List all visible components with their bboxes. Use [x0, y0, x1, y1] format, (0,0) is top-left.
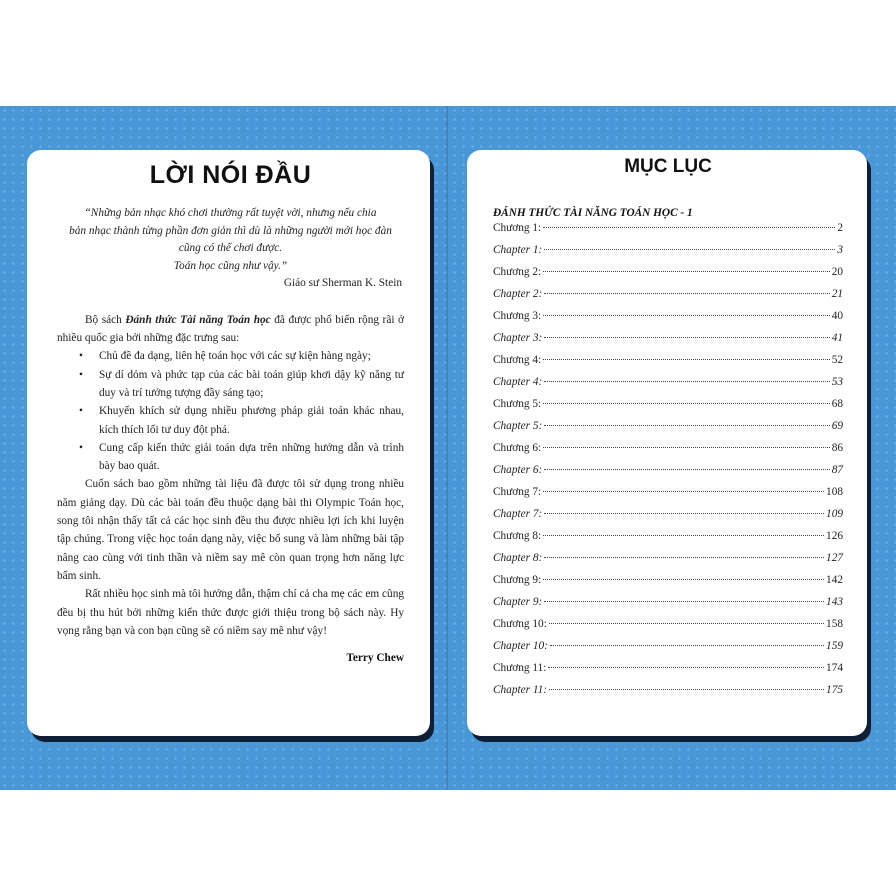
toc-row [493, 508, 843, 530]
toc-dot-leader [543, 579, 824, 580]
toc-entry-label: Chapter 8: [493, 552, 543, 564]
quote-author: Giáo sư Sherman K. Stein [283, 276, 402, 289]
toc-page-number: 174 [826, 662, 843, 674]
list-item: • Sự dí dỏm và phức tạp của các bài toán giúp khơi dậy kỹ năng tư duy và trí tưởng tượng đầy sáng tạo; [79, 366, 404, 403]
toc-dot-leader [544, 513, 824, 514]
toc-page-number: 69 [831, 420, 843, 432]
toc-entry-label: Chapter 4: [493, 376, 543, 388]
toc-row [493, 618, 843, 640]
toc-entry-label: Chapter 2: [493, 288, 543, 300]
toc-row [493, 266, 843, 288]
toc-entry-label: Chương 2: [493, 266, 542, 278]
toc-dot-leader [543, 535, 824, 536]
toc-entry-label: Chapter 1: [493, 244, 543, 256]
toc-page-number: 175 [826, 684, 843, 696]
book-spread [0, 106, 896, 790]
toc-dot-leader [544, 249, 835, 250]
toc-row [493, 684, 843, 706]
toc-page-number: 3 [837, 244, 843, 256]
toc-page-number: 143 [826, 596, 843, 608]
toc-page-number: 21 [831, 288, 843, 300]
list-item: • Khuyến khích sử dụng nhiều phương pháp giải toán khác nhau, kích thích lối tư duy đột phá. [79, 402, 404, 439]
author-signature: Terry Chew [346, 652, 404, 665]
quote-line: cũng có thể chơi được. [178, 242, 283, 255]
toc-dot-leader [543, 447, 830, 448]
toc-entry-label: Chapter 9: [493, 596, 543, 608]
toc-page-number: 41 [831, 332, 843, 344]
toc-list [493, 222, 843, 706]
toc-dot-leader [543, 315, 830, 316]
toc-row [493, 464, 843, 486]
toc-dot-leader [543, 359, 830, 360]
toc-dot-leader [549, 623, 824, 624]
toc-entry-label: Chương 9: [493, 574, 542, 586]
toc-page [467, 150, 867, 736]
toc-dot-leader [543, 227, 835, 228]
paragraph: Rất nhiều học sinh mà tôi hướng dẫn, thậm chí cả cha mẹ các em cũng đều bị thu hút bởi những kiến thức được giới thiệu trong bộ sách này. Hy vọng rằng bạn và con bạn cũng sẽ có niềm say mê như vậy! [57, 588, 404, 637]
preface-page [27, 150, 430, 736]
toc-page-number: 159 [826, 640, 843, 652]
toc-dot-leader [544, 381, 829, 382]
toc-row [493, 420, 843, 442]
quote-line: Toán học cũng như vậy.” [173, 260, 288, 273]
toc-dot-leader [543, 271, 830, 272]
toc-dot-leader [544, 337, 829, 338]
toc-row [493, 354, 843, 376]
toc-dot-leader [543, 403, 830, 404]
toc-page-number: 52 [831, 354, 843, 366]
toc-entry-label: Chương 8: [493, 530, 542, 542]
toc-page-number: 40 [831, 310, 843, 322]
toc-page-number: 127 [826, 552, 843, 564]
toc-row [493, 288, 843, 310]
toc-row [493, 332, 843, 354]
toc-page-number: 158 [826, 618, 843, 630]
paragraph: Cuốn sách bao gồm những tài liệu đã được tôi sử dụng trong nhiều năm giảng dạy. Dù các bài toán đều thuộc dạng bài thi Olympic Toán học, song tôi nhận thấy tất cả các học sinh đều thu được nhiều lợi ích khi luyện tập chúng. Trong việc học toán dạng này, việc bổ sung và làm những bài tập nâng cao cùng với tinh thần và niềm say mê còn quan trọng hơn năng lực bẩm sinh. [57, 478, 404, 582]
toc-entry-label: Chương 7: [493, 486, 542, 498]
toc-entry-label: Chapter 11: [493, 684, 548, 696]
toc-page-number: 87 [831, 464, 843, 476]
toc-row [493, 222, 843, 244]
toc-row [493, 376, 843, 398]
book-title: Đánh thức Tài năng Toán học [125, 313, 271, 326]
toc-row [493, 398, 843, 420]
preface-body [57, 311, 404, 640]
quote-block [57, 205, 404, 276]
toc-row [493, 244, 843, 266]
toc-page-number: 109 [826, 508, 843, 520]
toc-row [493, 596, 843, 618]
toc-dot-leader [548, 667, 824, 668]
toc-row [493, 310, 843, 332]
toc-entry-label: Chapter 10: [493, 640, 548, 652]
preface-title: LỜI NÓI ĐẦU [149, 161, 312, 189]
toc-entry-label: Chương 11: [493, 662, 547, 674]
toc-page-number: 2 [837, 222, 843, 234]
toc-row [493, 640, 843, 662]
quote-line: “Những bản nhạc khó chơi thường rất tuyệt vời, nhưng nếu chia [84, 207, 377, 219]
toc-row [493, 662, 843, 684]
toc-page-number: 68 [831, 398, 843, 410]
toc-row [493, 486, 843, 508]
toc-dot-leader [550, 645, 824, 646]
book-spine [446, 106, 448, 790]
toc-entry-label: Chương 3: [493, 310, 542, 322]
toc-page-number: 86 [831, 442, 843, 454]
toc-entry-label: Chương 6: [493, 442, 542, 454]
quote-line: bản nhạc thành từng phần đơn giản thì dù là những người mới học đàn [69, 224, 392, 237]
list-item: • Chủ đề đa dạng, liên hệ toán học với các sự kiện hàng ngày; [79, 347, 404, 365]
toc-dot-leader [544, 293, 829, 294]
intro-paragraph: Bộ sách Đánh thức Tài năng Toán học đã được phổ biến rộng rãi ở nhiều quốc gia bởi những đặc trưng sau: [57, 313, 405, 345]
toc-dot-leader [543, 491, 824, 492]
toc-page-number: 20 [831, 266, 843, 278]
toc-entry-label: Chapter 3: [493, 332, 543, 344]
toc-row [493, 552, 843, 574]
toc-row [493, 530, 843, 552]
toc-entry-label: Chương 5: [493, 398, 542, 410]
toc-entry-label: Chương 10: [493, 618, 547, 630]
toc-dot-leader [544, 425, 829, 426]
toc-page-number: 108 [826, 486, 843, 498]
toc-section-heading: ĐÁNH THỨC TÀI NĂNG TOÁN HỌC - 1 [493, 207, 693, 219]
toc-entry-label: Chapter 6: [493, 464, 543, 476]
toc-title: MỤC LỤC [624, 156, 712, 177]
toc-entry-label: Chương 4: [493, 354, 542, 366]
toc-page-number: 126 [826, 530, 843, 542]
toc-page-number: 53 [831, 376, 843, 388]
feature-list [57, 347, 404, 475]
toc-entry-label: Chapter 5: [493, 420, 543, 432]
toc-row [493, 574, 843, 596]
toc-dot-leader [549, 689, 824, 690]
toc-dot-leader [544, 469, 829, 470]
toc-dot-leader [544, 557, 824, 558]
toc-entry-label: Chapter 7: [493, 508, 543, 520]
list-item: • Cung cấp kiến thức giải toán dựa trên những hướng dẫn và trình bày bao quát. [79, 439, 404, 476]
toc-row [493, 442, 843, 464]
toc-entry-label: Chương 1: [493, 222, 542, 234]
toc-page-number: 142 [826, 574, 843, 586]
toc-dot-leader [544, 601, 824, 602]
